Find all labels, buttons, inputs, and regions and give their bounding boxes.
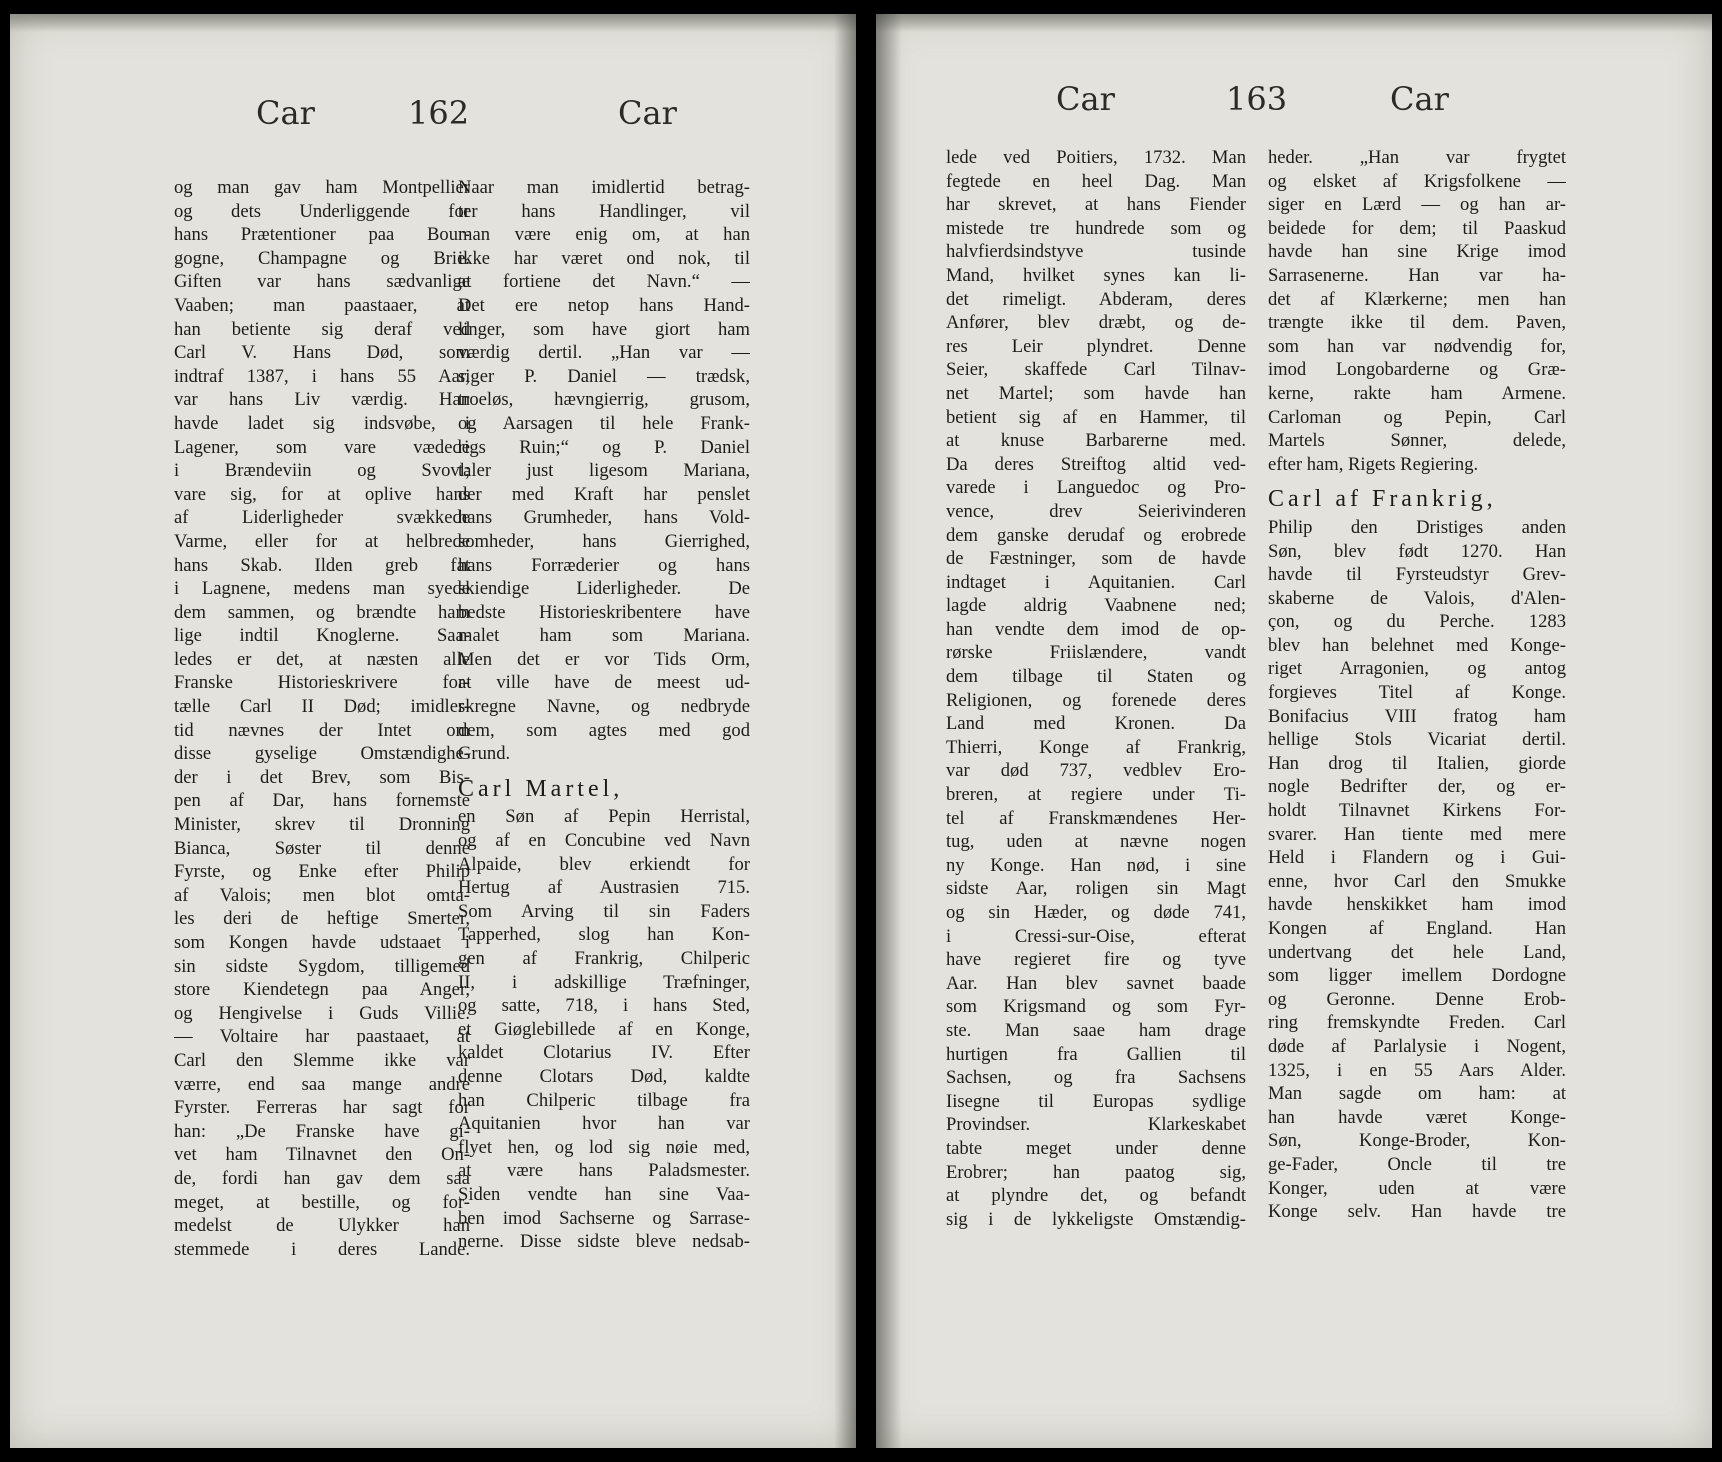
text-line: døde af Parlalysie i Nogent, [1268, 1035, 1566, 1057]
text-line: han havde været Konge- [1268, 1106, 1566, 1128]
text-line: at være hans Paladsmester. [458, 1160, 750, 1182]
text-line: de Fæstninger, som de havde [946, 548, 1246, 570]
text-line: halvfierdsindstyve tusinde [946, 241, 1246, 263]
text-line: blev han belehnet med Konge- [1268, 634, 1566, 656]
text-line: mistede tre hundrede som og [946, 217, 1246, 239]
text-line: efter ham, Rigets Regiering. [1268, 453, 1479, 475]
text-line: Kongen af England. Han [1268, 918, 1566, 939]
text-line: der i det Brev, som Bis- [174, 766, 470, 788]
text-line: som han var nødvendig for, [1268, 335, 1566, 357]
text-line: han vendte dem imod de op- [946, 618, 1246, 640]
text-line: og Aarsagen til hele Frank- [458, 412, 750, 434]
text-line: han betiente sig deraf ved [174, 318, 470, 340]
text-line: i Cressi-sur-Oise, efterat [946, 925, 1246, 947]
text-line: fegtede en heel Dag. Man [946, 170, 1246, 192]
text-line: ste. Man saae ham drage [946, 1019, 1246, 1041]
left-running-head [10, 94, 856, 154]
text-line: Det ere netop hans Hand- [458, 294, 750, 316]
text-line: dem, som agtes med god [458, 719, 750, 741]
text-line: og sin Hæder, og døde 741, [946, 902, 1246, 923]
text-line: nerne. Disse sidste bleve nedsab- [458, 1231, 750, 1253]
text-line: hans Prætentioner paa Bour- [174, 224, 470, 246]
text-line: imod Longobarderne og Græ- [1268, 359, 1566, 381]
text-line: rørske Friislændere, vandt [946, 642, 1246, 664]
text-line: de, fordi han gav dem saa [174, 1167, 470, 1189]
text-line: Konge selv. Han havde tre [1268, 1201, 1566, 1223]
entry-heading: Carl af Frankrig, [1268, 486, 1497, 513]
text-line: malet ham som Mariana. [458, 625, 750, 647]
text-line: tid nævnes der Intet om [174, 719, 470, 741]
text-line: havde til Fyrsteudstyr Grev- [1268, 564, 1566, 586]
text-line: have regieret fire og tyve [946, 949, 1246, 971]
text-line: bedste Historieskribentere have [458, 601, 750, 623]
text-line: som Kongen havde udstaaet i [174, 932, 470, 953]
text-line: stemmede i deres Lande. [174, 1238, 470, 1260]
text-line: trængte ikke til dem. Paven, [1268, 312, 1566, 334]
text-line: Provindser. Klarkeskabet [946, 1114, 1246, 1136]
text-line: Siden vendte han sine Vaa- [458, 1183, 750, 1205]
right-column-1 [946, 146, 1246, 1231]
text-line: skregne Navne, og nedbryde [458, 696, 750, 718]
text-line: kerne, rakte ham Armene. [1268, 382, 1566, 404]
left-header-word-right: Car [618, 94, 677, 132]
text-line: Philip den Dristiges anden [1268, 516, 1566, 538]
text-line: tug, uden at nævne nogen [946, 831, 1246, 853]
text-line: Iisegne til Europas sydlige [946, 1090, 1246, 1112]
text-line: vet ham Tilnavnet den On- [174, 1144, 470, 1166]
text-line: Bianca, Søster til denne [174, 837, 470, 859]
text-line: som ligger imellem Dordogne [1268, 965, 1566, 987]
text-line: ikke har været ond nok, til [458, 247, 750, 269]
text-line: lede ved Poitiers, 1732. Man [946, 147, 1246, 168]
text-line: og elsket af Krigsfolkene — [1268, 170, 1566, 192]
text-line: han: „De Franske have gi- [174, 1120, 470, 1142]
text-line: — Voltaire har paastaaet, at [174, 1026, 470, 1048]
left-column-2 [458, 176, 750, 1254]
text-line: lagde aldrig Vaabnene ned; [946, 595, 1246, 617]
text-line: havde han sine Krige imod [1268, 241, 1566, 263]
text-line: gogne, Champagne og Brie. [174, 247, 470, 269]
text-line: enne, hvor Carl den Smukke [1268, 870, 1566, 892]
text-line: der med Kraft har penslet [458, 483, 750, 505]
text-line: at plyndre det, og befandt [946, 1185, 1246, 1207]
text-line: hans Grumheder, hans Vold- [458, 507, 750, 529]
text-line: Grund. [458, 743, 511, 765]
text-line: Bonifacius VIII fratog ham [1268, 705, 1566, 727]
text-line: siger en Lærd — og han ar- [1268, 194, 1566, 216]
text-line: hurtigen fra Gallien til [946, 1043, 1246, 1065]
text-line: i Brændeviin og Svovl; [174, 460, 470, 482]
text-line: og Hengivelse i Guds Villie. [174, 1002, 470, 1024]
right-header-word-right: Car [1390, 80, 1449, 118]
text-line: en Søn af Pepin Herristal, [458, 806, 750, 828]
text-line: troeløs, hævngierrig, grusom, [458, 389, 750, 411]
text-line: havde henskikket ham imod [1268, 894, 1566, 916]
text-line: Mand, hvilket synes kan li- [946, 264, 1246, 286]
text-line: hellige Stols Vicariat dertil. [1268, 729, 1566, 751]
text-line: Giften var hans sædvanlige [174, 271, 470, 293]
entry-heading: Carl Martel, [458, 775, 624, 802]
text-line: linger, som have giort ham [458, 318, 750, 340]
text-line: Men det er vor Tids Orm, [458, 648, 750, 670]
text-line: skiendige Liderligheder. De [458, 578, 750, 600]
text-line: svarer. Han tiente med mere [1268, 823, 1566, 845]
text-line: vare sig, for at oplive hans [174, 483, 470, 505]
text-line: Lagener, som vare vædede [174, 436, 470, 458]
right-page-number: 163 [1226, 80, 1288, 118]
text-line: lige indtil Knoglerne. Saa- [174, 625, 470, 647]
text-line: Da deres Streiftog altid ved- [946, 453, 1246, 475]
text-line: Erobrer; han paatog sig, [946, 1161, 1246, 1183]
text-line: og af en Concubine ved Navn [458, 830, 750, 852]
text-line: Konger, uden at være [1268, 1177, 1566, 1199]
text-line: Søn, Konge-Broder, Kon- [1268, 1130, 1566, 1152]
text-line: heder. „Han var frygtet [1268, 147, 1566, 168]
text-line: Carl V. Hans Død, som [174, 342, 470, 364]
text-line: nogle Bedrifter der, og er- [1268, 776, 1566, 798]
text-line: at knuse Barbarerne med. [946, 430, 1246, 452]
text-line: çon, og du Perche. 1283 [1268, 611, 1566, 633]
text-line: riget Arragonien, og antog [1268, 658, 1566, 680]
text-line: holdt Tilnavnet Kirkens For- [1268, 800, 1566, 822]
text-line: sidste Aar, roligen sin Magt [946, 878, 1246, 900]
text-line: Aquitanien hvor han var [458, 1113, 750, 1135]
text-line: og Geronne. Denne Erob- [1268, 988, 1566, 1010]
text-line: værre, end saa mange andre [174, 1073, 470, 1095]
text-line: at ville have de meest ud- [458, 672, 750, 694]
text-line: af Liderligheder svækkede [174, 507, 470, 529]
text-line: disse gyselige Omstændighe- [174, 743, 470, 765]
text-line: II, i adskillige Træfninger, [458, 971, 750, 993]
text-line: Man sagde om ham: at [1268, 1083, 1566, 1105]
text-line: 1325, i en 55 Aars Alder. [1268, 1059, 1566, 1081]
text-line: det rimeligt. Abderam, deres [946, 288, 1246, 310]
text-line: pen af Dar, hans fornemste [174, 790, 470, 812]
right-header-word: Car [1056, 80, 1115, 118]
text-line: sig i de lykkeligste Omstændig- [946, 1208, 1246, 1230]
text-line: Seier, skaffede Carl Tilnav- [946, 359, 1246, 381]
text-line: Religionen, og forenede deres [946, 689, 1246, 711]
text-line: ter hans Handlinger, vil [458, 200, 750, 222]
text-line: ge-Fader, Oncle til tre [1268, 1153, 1566, 1175]
text-line: ny Konge. Han nød, i sine [946, 854, 1246, 876]
text-line: han Chilperic tilbage fra [458, 1089, 750, 1111]
text-line: dem sammen, og brændte ham [174, 601, 470, 623]
text-line: flyet hen, og lod sig nøie med, [458, 1136, 750, 1158]
text-line: har skrevet, at hans Fiender [946, 194, 1246, 216]
text-line: dem ganske derudaf og erobrede [946, 524, 1246, 546]
text-line: undertvang det hele Land, [1268, 941, 1566, 963]
text-line: betient sig af en Hammer, til [946, 406, 1246, 428]
text-line: sin sidste Sygdom, tilligemed [174, 955, 470, 977]
text-line: kaldet Clotarius IV. Efter [458, 1042, 750, 1064]
left-page-number: 162 [408, 94, 470, 132]
text-line: taler just ligesom Mariana, [458, 460, 750, 482]
text-line: store Kiendetegn paa Anger, [174, 979, 470, 1001]
text-line: Som Arving til sin Faders [458, 900, 750, 922]
text-line: Land med Kronen. Da [946, 713, 1246, 735]
text-line: Sarrasenerne. Han var ha- [1268, 264, 1566, 286]
text-line: skaberne de Valois, d'Alen- [1268, 587, 1566, 609]
text-line: Hertug af Austrasien 715. [458, 877, 750, 899]
text-line: dem tilbage til Staten og [946, 666, 1246, 688]
text-line: medelst de Ulykker han [174, 1215, 470, 1237]
text-line: Fyrste, og Enke efter Philip [174, 861, 470, 883]
text-line: Varme, eller for at helbrede [174, 530, 470, 552]
text-line: Tapperhed, slog han Kon- [458, 924, 750, 946]
text-line: at fortiene det Navn.“ — [458, 271, 750, 293]
text-line: net Martel; som havde han [946, 382, 1246, 404]
text-line: denne Clotars Død, kaldte [458, 1065, 750, 1087]
text-line: tabte meget under denne [946, 1137, 1246, 1159]
text-line: ben imod Sachserne og Sarrase- [458, 1207, 750, 1229]
text-line: varede i Languedoc og Pro- [946, 477, 1246, 499]
text-line: var hans Liv værdig. Han [174, 389, 470, 411]
text-line: Vaaben; man paastaaer, at [174, 294, 470, 316]
left-page [10, 14, 856, 1448]
text-line: et Giøglebillede af en Konge, [458, 1018, 750, 1040]
text-line: det af Klærkerne; men han [1268, 288, 1566, 310]
text-line: res Leir plyndret. Denne [946, 335, 1246, 357]
text-line: siger P. Daniel — trædsk, [458, 365, 750, 387]
text-line: var død 737, vedblev Ero- [946, 760, 1246, 782]
text-line: Fyrster. Ferreras har sagt for [174, 1097, 470, 1119]
text-line: rigs Ruin;“ og P. Daniel [458, 436, 750, 458]
right-page [876, 14, 1712, 1448]
text-line: gen af Frankrig, Chilperic [458, 948, 750, 969]
text-line: Sachsen, og fra Sachsens [946, 1067, 1246, 1089]
text-line: Naar man imidlertid betrag- [458, 177, 750, 198]
text-line: Minister, skrev til Dronning [174, 814, 470, 836]
text-line: forgieves Titel af Konge. [1268, 682, 1566, 704]
text-line: tælle Carl II Død; imidler- [174, 696, 470, 718]
text-line: Carl den Slemme ikke var [174, 1049, 470, 1071]
text-line: og satte, 718, i hans Sted, [458, 995, 750, 1017]
text-line: Aar. Han blev savnet baade [946, 972, 1246, 994]
text-line: somheder, hans Gierrighed, [458, 530, 750, 552]
text-line: breren, at regiere under Ti- [946, 784, 1246, 806]
text-line: hans Skab. Ilden greb fat [174, 554, 470, 576]
text-line: Anfører, blev dræbt, og de- [946, 312, 1246, 334]
text-line: som Krigsmand og som Fyr- [946, 996, 1246, 1018]
text-line: beidede for dem; til Paaskud [1268, 217, 1566, 239]
text-line: meget, at bestille, og for- [174, 1191, 470, 1213]
text-line: ledes er det, at næsten alle [174, 648, 470, 670]
text-line: og dets Underliggende for [174, 200, 470, 222]
text-line: Carloman og Pepin, Carl [1268, 406, 1566, 428]
text-line: i Lagnene, medens man syede [174, 578, 470, 600]
text-line: Held i Flandern og i Gui- [1268, 847, 1566, 869]
text-line: Han drog til Italien, giorde [1268, 752, 1566, 774]
text-line: og man gav ham Montpellier [174, 177, 470, 198]
text-line: indtraf 1387, i hans 55 Aar, [174, 365, 470, 387]
text-line: vence, drev Seierivinderen [946, 500, 1246, 522]
right-column-2 [1268, 146, 1566, 1224]
text-line: Thierri, Konge af Frankrig, [946, 736, 1246, 758]
text-line: Alpaide, blev erkiendt for [458, 853, 750, 875]
right-running-head [876, 80, 1712, 140]
left-header-word: Car [256, 94, 315, 132]
text-line: man være enig om, at han [458, 224, 750, 246]
text-line: indtaget i Aquitanien. Carl [946, 571, 1246, 593]
left-column-1 [174, 176, 470, 1261]
text-line: ring fremskyndte Freden. Carl [1268, 1012, 1566, 1034]
text-line: værdig dertil. „Han var — [458, 342, 750, 364]
text-line: Franske Historieskrivere for- [174, 672, 470, 694]
text-line: tel af Franskmændenes Her- [946, 807, 1246, 829]
text-line: Martels Sønner, delede, [1268, 430, 1566, 452]
text-line: les deri de heftige Smerter, [174, 908, 470, 930]
text-line: hans Forræderier og hans [458, 554, 750, 576]
text-line: Søn, blev født 1270. Han [1268, 540, 1566, 562]
text-line: havde ladet sig indsvøbe, i [174, 412, 470, 434]
text-line: af Valois; men blot omta- [174, 884, 470, 906]
